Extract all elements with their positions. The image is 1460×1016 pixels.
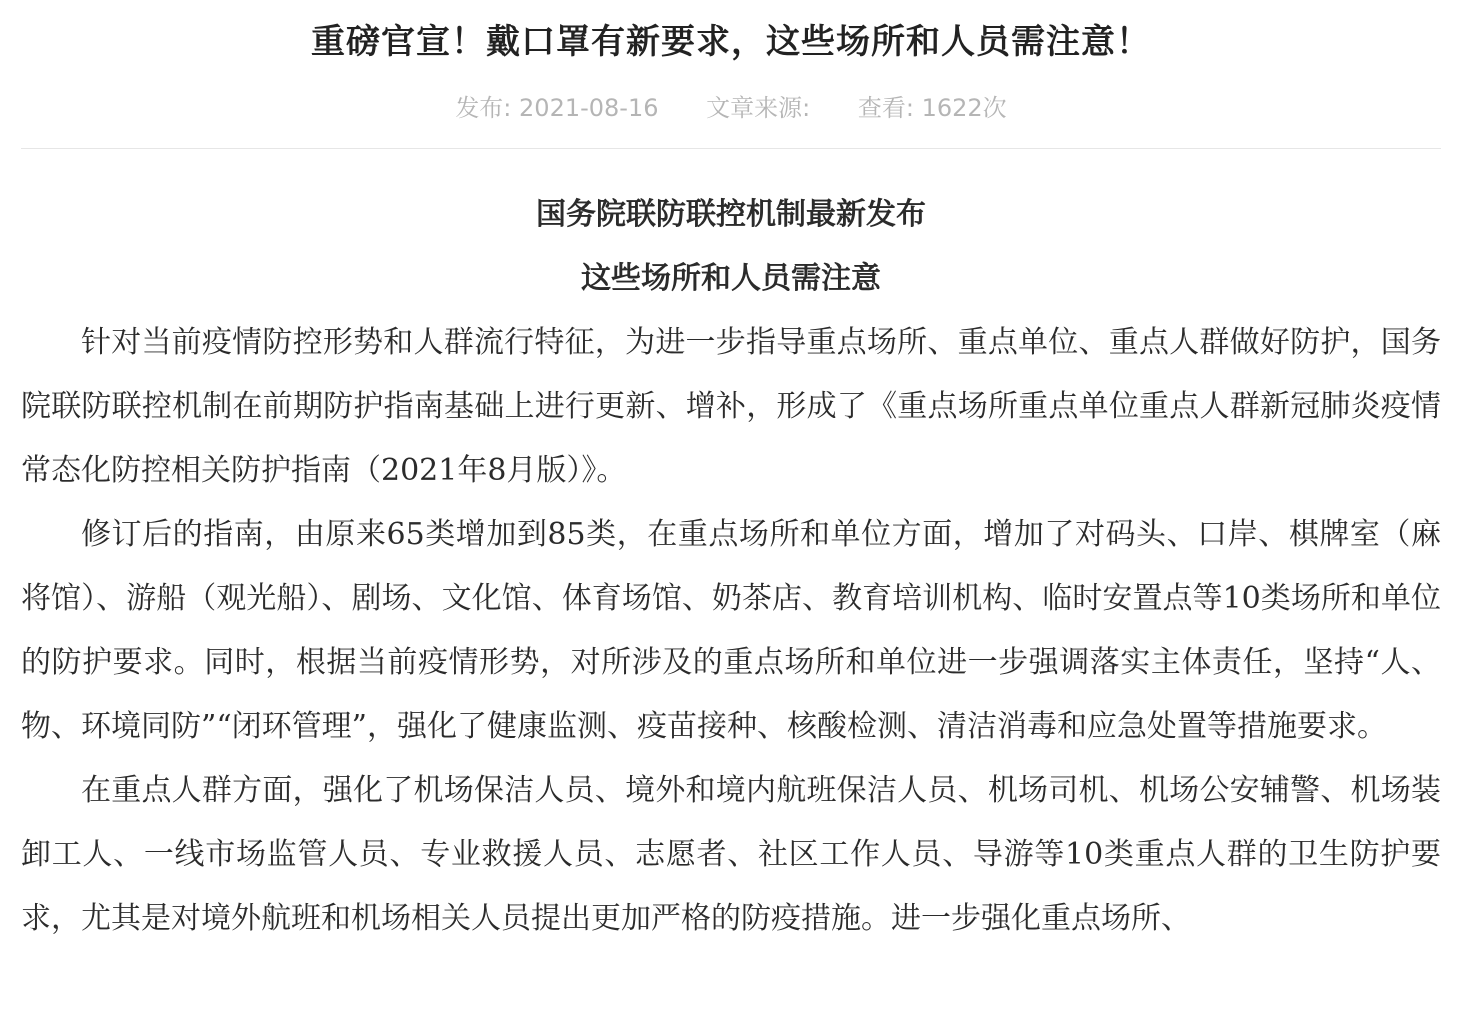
article-source: 文章来源:: [706, 94, 811, 122]
header-divider: [21, 148, 1441, 149]
body-paragraph-2: 修订后的指南，由原来65类增加到85类，在重点场所和单位方面，增加了对码头、口岸、棋牌室（麻将馆）、游船（观光船）、剧场、文化馆、体育场馆、奶茶店、教育培训机构、临时安置点等10类场所和单位的防护要求。同时，根据当前疫情形势，对所涉及的重点场所和单位进一步强调落实主体责任，坚持“人、物、环境同防”“闭环管理”，强化了健康监测、疫苗接种、核酸检测、清洁消毒和应急处置等措施要求。: [21, 517, 1441, 744]
body-paragraph-3: 在重点人群方面，强化了机场保洁人员、境外和境内航班保洁人员、机场司机、机场公安辅警、机场装卸工人、一线市场监管人员、专业救援人员、志愿者、社区工作人员、导游等10类重点人群的卫生防护要求，尤其是对境外航班和机场相关人员提出更加严格的防疫措施。进一步强化重点场所、: [21, 773, 1441, 936]
article-title: 重磅官宣！戴口罩有新要求，这些场所和人员需注意！: [311, 22, 1151, 62]
publish-date: 发布: 2021-08-16: [455, 94, 659, 122]
article-page: [21, 0, 1441, 951]
section-heading-2: 这些场所和人员需注意: [581, 261, 881, 296]
view-count: 查看: 1622次: [857, 94, 1007, 122]
section-heading-1: 国务院联防联控机制最新发布: [536, 197, 926, 232]
article-body: [21, 183, 1441, 951]
body-paragraph-1: 针对当前疫情防控形势和人群流行特征，为进一步指导重点场所、重点单位、重点人群做好防护，国务院联防联控机制在前期防护指南基础上进行更新、增补，形成了《重点场所重点单位重点人群新冠肺炎疫情常态化防控相关防护指南（2021年8月版）》。: [21, 325, 1441, 488]
article-meta: [21, 88, 1441, 128]
